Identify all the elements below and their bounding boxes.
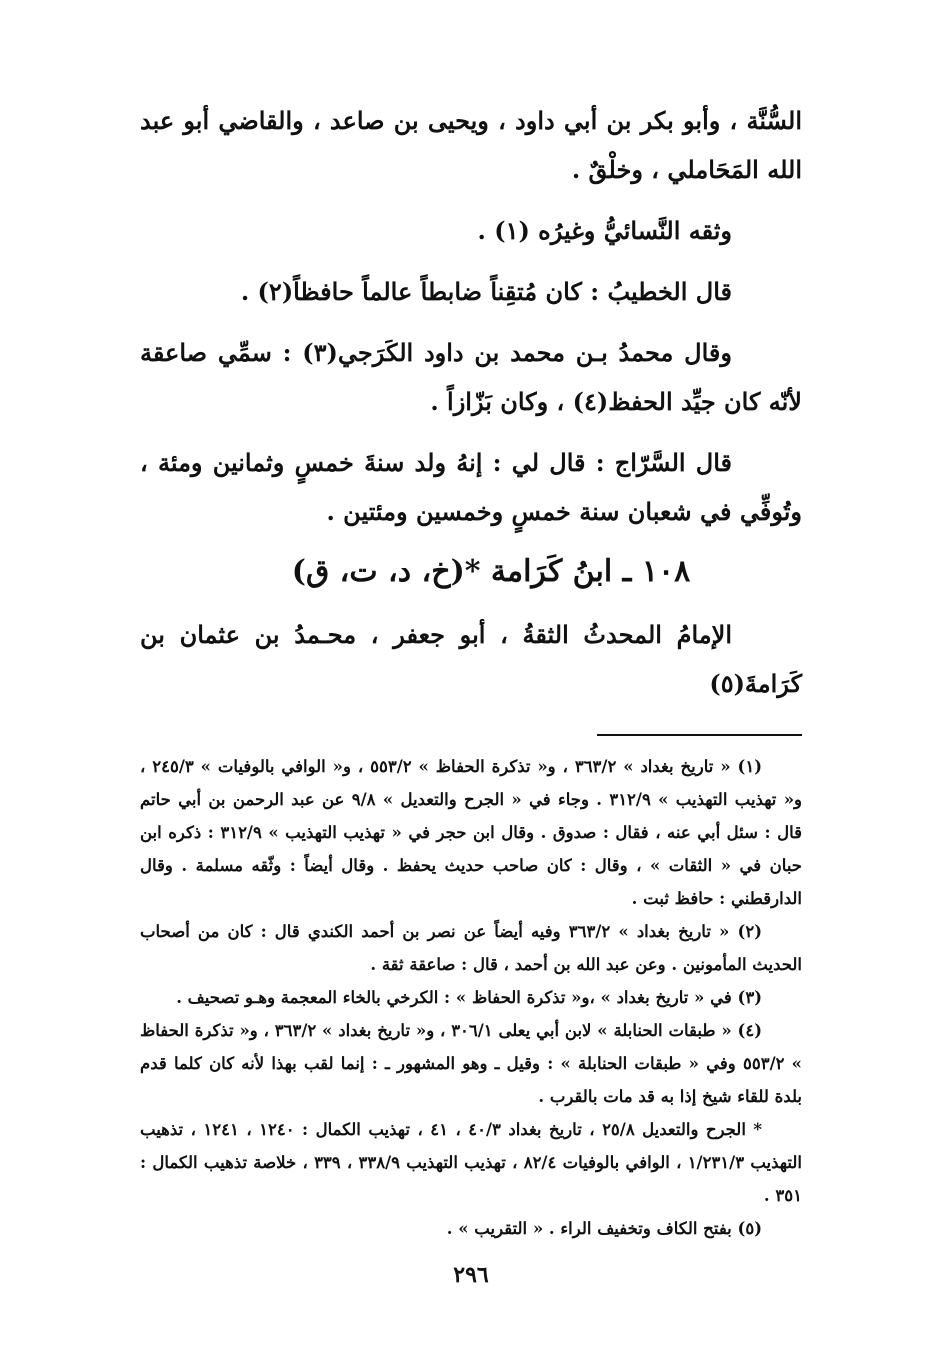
footnote-2: (٢) « تاريخ بغداد » ٣٦٣/٢ وفيه أيضاً عن نصر بن أحمد الكندي قال : كان من أصحاب الحديث المأمونين . وعن عبد الله بن أحمد ، قال : صاعقة ثقة . — [140, 922, 802, 974]
footnote-5: (٥) بفتح الكاف وتخفيف الراء . « التقريب » . — [446, 1219, 762, 1238]
footnote-separator-wrap — [140, 708, 802, 750]
page-body — [140, 96, 802, 1245]
footnote-1: (١) « تاريخ بغداد » ٣٦٣/٢ ، و« تذكرة الحفاظ » ٥٥٣/٢ ، و« الوافي بالوفيات » ٢٤٥/٣ ، و« تهذيب التهذيب » ٣١٢/٩ . وجاء في « الجرح والتعديل » ٩/٨ عن عبد الرحمن بن أبي حاتم قال : سئل أبي عنه ، فقال : صدوق . وقال ابن حجر في « تهذيب التهذيب » ٣١٢/٩ : ذكره ابن حبان في « الثقات » ، وقال : كان صاحب حديث يحفظ . وقال أيضاً : وثّقه مسلمة . وقال الدارقطني : حافظ ثبت . — [140, 757, 803, 908]
page-number: ٢٩٦ — [453, 1262, 489, 1288]
main-text — [140, 96, 802, 708]
main-paragraph-3: قال الخطيبُ : كان مُتقِناً ضابطاً عالماً حافظاً(٢) . — [240, 277, 732, 306]
footnote-3: (٣) في « تاريخ بغداد » ،و« تذكرة الحفاظ » : الكرخي بالخاء المعجمة وهـو تصحيف . — [176, 988, 762, 1007]
main-paragraph-1: السُّنَّة ، وأبو بكر بن أبي داود ، ويحيى بن صاعد ، والقاضي أبو عبد الله المَحَاملي ، وخلْقٌ . — [140, 106, 802, 184]
entry-heading: ١٠٨ ـ ابنُ كَرَامة *(خ، د، ت، ق) — [291, 554, 691, 589]
footnote-separator — [597, 734, 802, 736]
footnotes — [140, 750, 802, 1245]
main-paragraph-4: وقال محمدُ بـن محمد بن داود الكَرَجي(٣) : سمِّي صاعقة لأنّه كان جيِّد الحفظ(٤) ، وكان بَزّازاً . — [140, 338, 802, 416]
source-references: * الجرح والتعديل ٢٥/٨ ، تاريخ بغداد ٤٠/٣ ، ٤١ ، تهذيب الكمال : ١٢٤٠ ، ١٢٤١ ، تذهيب التهذيب ١/٢٣١/٣ ، الوافي بالوفيات ٨٢/٤ ، تهذيب التهذيب ٣٣٨/٩ ، ٣٣٩ ، خلاصة تذهيب الكمال : ٣٥١ . — [140, 1120, 802, 1205]
entry-intro: الإمامُ المحدثُ الثقةُ ، أبو جعفر ، محـمدُ بن عثمان بن كَرَامةَ(٥) — [140, 620, 802, 698]
main-paragraph-5: قال السَّرّاج : قال لي : إنهُ ولد سنةَ خمسٍ وثمانين ومئة ، وتُوفِّي في شعبان سنة خمسٍ وخمسين ومئتين . — [140, 448, 802, 526]
main-paragraph-2: وثقه النَّسائيُّ وغيرُه (١) . — [477, 216, 732, 245]
footnote-4: (٤) « طبقات الحنابلة » لابن أبي يعلى ٣٠٦/١ ، و« تاريخ بغداد » ٣٦٣/٢ ، و« تذكرة الحفاظ » ٥٥٣/٢ وفي « طبقات الحنابلة » : وقيل ـ وهو المشهور ـ : إنما لقب بهذا لأنه كان كلما قدم بلدة للقاء شيخ إذا به قد مات بالقرب . — [140, 1021, 802, 1106]
